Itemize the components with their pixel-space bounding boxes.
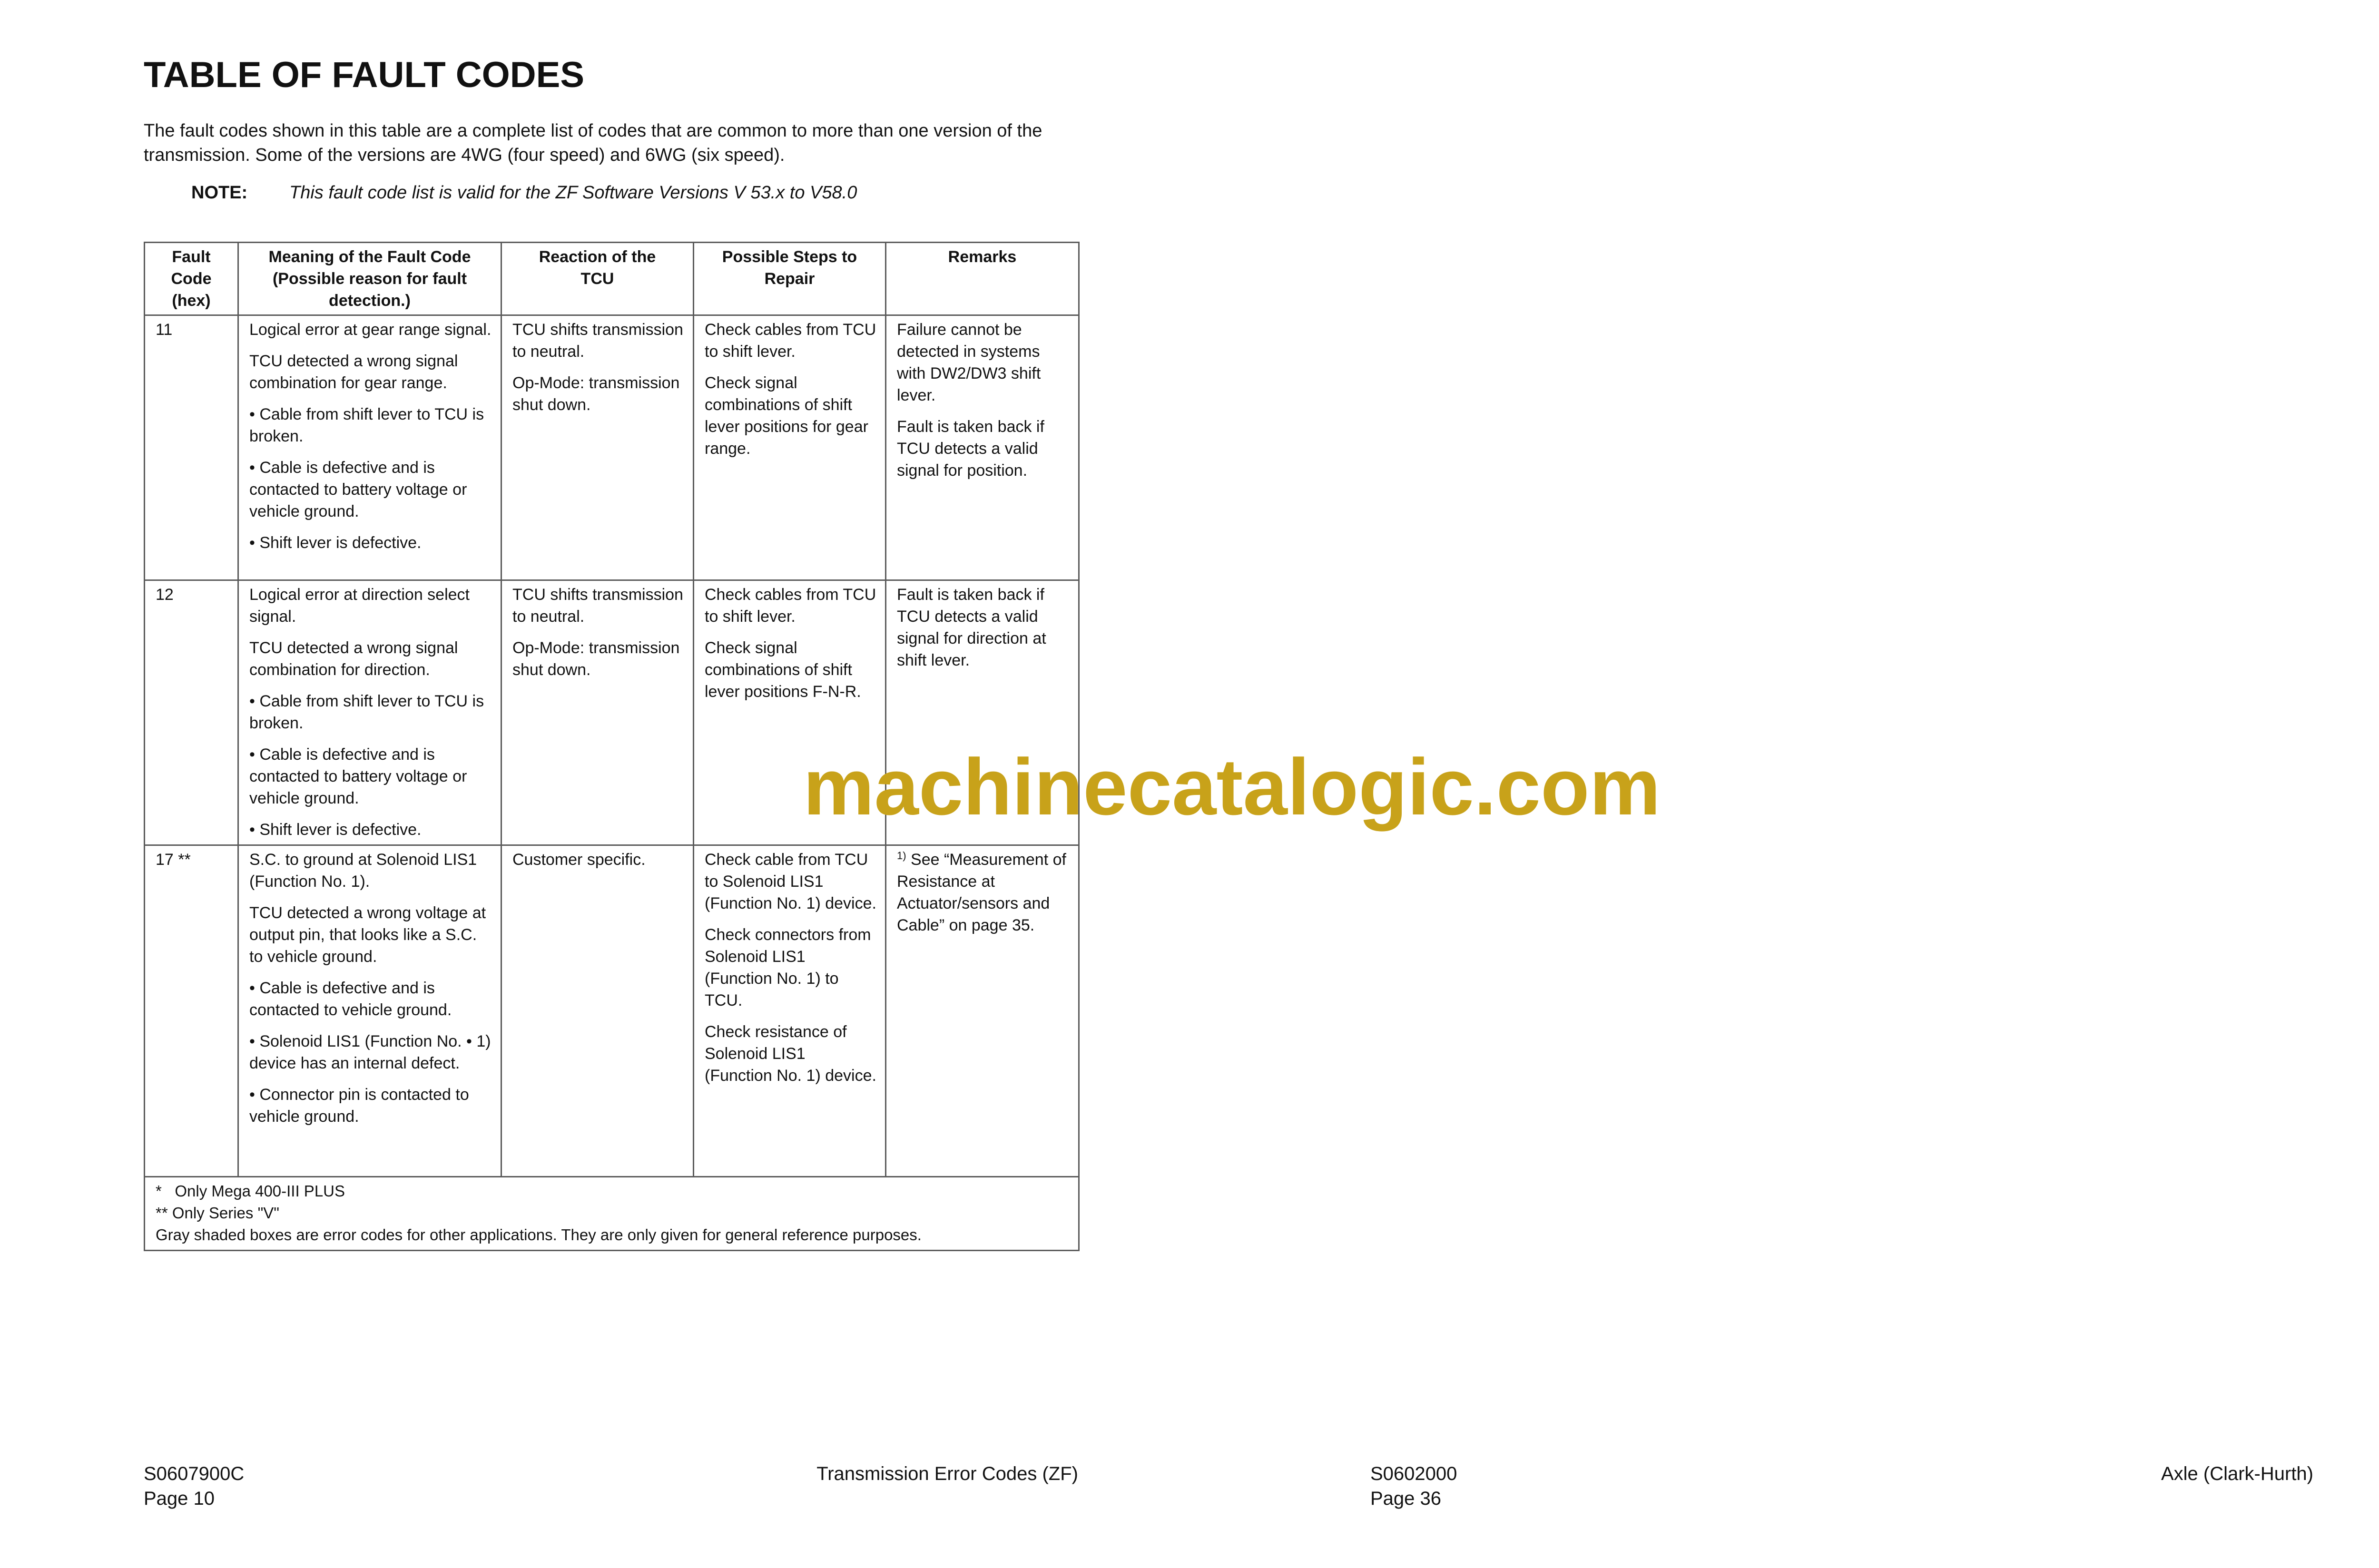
footnote-marker: 1) <box>897 850 906 862</box>
table-footnotes <box>145 1177 1079 1251</box>
footer-page-number: Page 36 <box>1370 1488 1442 1509</box>
meaning-cell: S.C. to ground at Solenoid LIS1 (Function No. 1). TCU detected a wrong voltage at output pin, that looks like a S.C. to vehicle ground. • Cable is defective and is contacted to vehicle ground. • Solenoid LIS1 (Function No. • 1) device has an internal defect. • Connector pin is contacted to vehicle ground. <box>238 845 501 1177</box>
reaction-cell: TCU shifts transmission to neutral. Op-Mode: transmission shut down. <box>501 580 694 845</box>
fault-code-cell: 12 <box>145 580 238 845</box>
header-meaning: Meaning of the Fault Code (Possible reason for fault detection.) <box>238 243 501 315</box>
meaning-cell: Logical error at gear range signal. TCU detected a wrong signal combination for gear range. • Cable from shift lever to TCU is broken. • Cable is defective and is contacted to battery voltage or vehicle ground. • Shift lever is defective. <box>238 315 501 580</box>
footnote-1: * Only Mega 400-III PLUS <box>156 1182 345 1200</box>
note-text: This fault code list is valid for the ZF Software Versions V 53.x to V58.0 <box>289 183 857 203</box>
footnote-3: Gray shaded boxes are error codes for other applications. They are only given for general reference purposes. <box>156 1226 922 1244</box>
repair-steps-cell: Check cable from TCU to Solenoid LIS1 (Function No. 1) device. Check connectors from Solenoid LIS1 (Function No. 1) to TCU. Check resistance of Solenoid LIS1 (Function No. 1) device. <box>694 845 886 1177</box>
header-repair-steps: Possible Steps to Repair <box>694 243 886 315</box>
intro-paragraph: The fault codes shown in this table are a complete list of codes that are common to more than one version of the transmission. Some of the versions are 4WG (four speed) and 6WG (six speed). <box>144 121 1042 165</box>
table-row <box>145 315 1079 580</box>
software-version-note <box>191 181 857 205</box>
table-row <box>145 845 1079 1177</box>
remarks-cell: $^{1)}$ See “Measurement of Resistance at Actuator/sensors and Cable” on page 35. <box>886 845 1079 1177</box>
note-label: NOTE: <box>191 183 248 203</box>
meaning-cell: Logical error at direction select signal. TCU detected a wrong signal combination for direction. • Cable from shift lever to TCU is broken. • Cable is defective and is contacted to battery voltage or vehicle ground. • Shift lever is defective. <box>238 580 501 845</box>
page-title: TABLE OF FAULT CODES <box>144 55 585 95</box>
footer-page-number: Page 10 <box>144 1488 215 1509</box>
watermark: machinecatalogic.com <box>803 742 1661 832</box>
header-reaction: Reaction of the TCU <box>501 243 694 315</box>
footnote-2: ** Only Series "V" <box>156 1204 280 1222</box>
footer-right-docinfo <box>1370 1461 1457 1511</box>
footer-left-docinfo <box>144 1461 244 1511</box>
footer-doc-number: S0602000 <box>1370 1463 1457 1484</box>
reaction-cell: Customer specific. <box>501 845 694 1177</box>
reaction-cell: TCU shifts transmission to neutral. Op-Mode: transmission shut down. <box>501 315 694 580</box>
remarks-cell: Fault is taken back if TCU detects a valid signal for direction at shift lever. <box>886 580 1079 845</box>
footnote-row <box>145 1177 1079 1251</box>
header-remarks: Remarks <box>886 243 1079 315</box>
fault-code-cell: 17 ** <box>145 845 238 1177</box>
repair-steps-cell: Check cables from TCU to shift lever. Check signal combinations of shift lever positions for gear range. <box>694 315 886 580</box>
repair-steps-cell: Check cables from TCU to shift lever. Check signal combinations of shift lever positions F-N-R. <box>694 580 886 845</box>
footer-doc-number: S0607900C <box>144 1463 245 1484</box>
footer-left-title: Transmission Error Codes (ZF) <box>816 1463 1078 1484</box>
remarks-cell: Failure cannot be detected in systems with DW2/DW3 shift lever. Fault is taken back if TCU detects a valid signal for position. <box>886 315 1079 580</box>
footer-right-title: Axle (Clark-Hurth) <box>2161 1463 2313 1484</box>
header-fault-code: Fault Code (hex) <box>145 243 238 315</box>
fault-code-cell: 11 <box>145 315 238 580</box>
table-header-row <box>145 243 1079 315</box>
